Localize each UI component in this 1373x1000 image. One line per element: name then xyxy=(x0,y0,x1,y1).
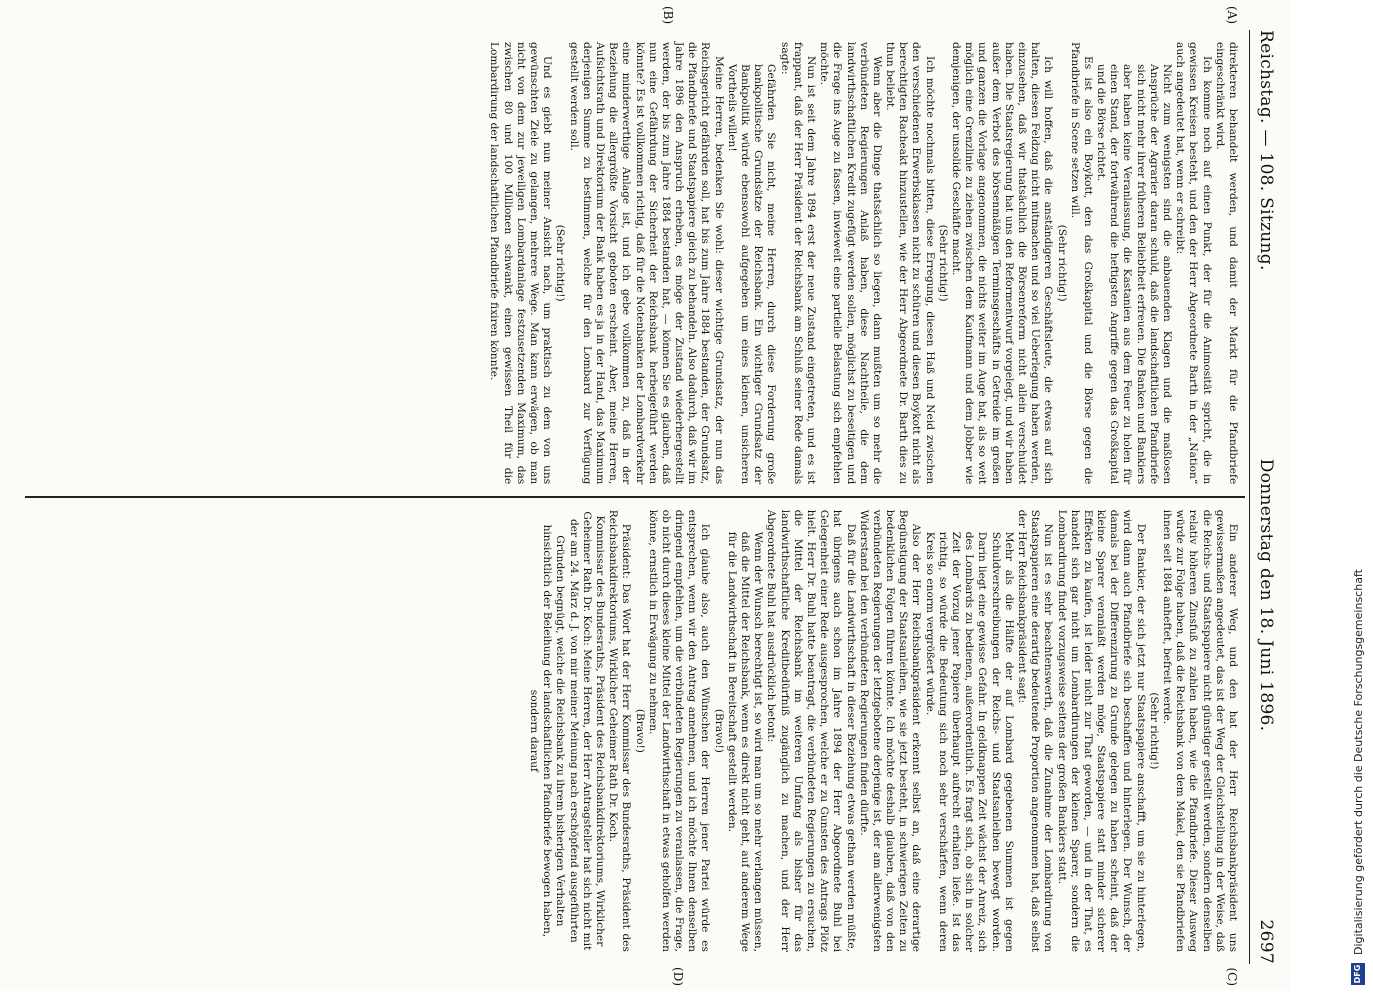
speaker-heading: Kommissar des Bundesraths, Präsident des Reichsbankdirektoriums, Wirklicher Geheimer Rath Dr. Koch: Meine Herren, der Herr Antragsteller hat sich nicht mit der am 24. März d. J. von mir meiner Meinung nach erschöpfend ausgeführten Gründen begnügt, welche die Reichsbank zu ihrem bisherigen Verhalten hinsichtlich der Beleihung der landschaftlichen Pfandbriefe bewogen haben, sondern darauf xyxy=(528,511,606,951)
paragraph: Ich will hoffen, daß die anständigeren Geschäftsleute, die etwas auf sich halten, diesen Feldzug nicht mitmachen und so viel Ueberlegung haben werden, einzusehen, daß wir thatsächlich die Börsenreform nicht allein verschuldet haben. Die Staatsregierung hat uns den Reformentwurf vorgelegt, und wir haben außer dem Verbot des börsenmäßigen Terminsgeschäfts in Getreide im großen und ganzen die Vorlage angenommen, die nichts weiter im Auge hat, als so weit möglich eine Grenzlinie zu ziehen zwischen dem Kaufmann und dem Jobber wie demjenigen, der unsolide Geschäfte macht. xyxy=(950,42,1055,485)
margin-marker-c: (C) xyxy=(1225,967,1239,986)
left-column xyxy=(25,30,1245,496)
quote: Gefährden Sie nicht, meine Herren, durch diese Forderung große bankpolitische Grundsätze der Reichsbank. Ein wichtiger Grundsatz der Bankpolitik würde ebensowohl aufgegeben um eines kleinen, unsicheren Vortheils willen! xyxy=(725,64,778,485)
quote: Mehr als die Hälfte der auf Lombard gegebenen Summen ist gegen Schuldverschreibungen der Reichs- und Staatsanleihen bewegt worden. Darin liegt eine gewisse Gefahr. In geldknappen Zeit wächst der Anreiz, sich des Lombards zu bedienen, außerordentlich. Es fragt sich, ob sich in solcher Zeit der Vorzug jener Papiere überhaupt aufrecht erhalten ließe. Ist das richtig, so würde die Bedeutung sich noch sehr verschärfen, wenn deren Kreis so enorm vergrößert würde. xyxy=(923,531,1015,952)
speaker-paragraph: Präsident: Das Wort hat der Herr Kommissar des Bundesraths, Präsident des Reichsbankdirektoriums, Wirklicher Geheimer Rath Dr. Koch. xyxy=(607,509,633,952)
margin-marker-b: (B) xyxy=(661,6,675,25)
footer-strip xyxy=(1320,0,1365,1000)
interjection: (Bravo!) xyxy=(712,708,725,753)
quote: Nicht zum wenigsten sind die anbauenden Klagen und die maßlosen Ansprüche der Agrarier daran schuld, daß die landschaftlichen Pfandbriefe sich nicht mehr ihrer früheren Beliebtheit erfreuen. Die Banken und Bankiers aber haben keine Veranlassung, die Kastanien aus dem Feuer zu holen für einen Stand, der fortwährend die heftigsten Angriffe gegen das Großkapital und die Börse richtet. xyxy=(1095,64,1174,485)
margin-marker-a: (A) xyxy=(1225,6,1239,25)
interjection: (Bravo!) xyxy=(633,708,646,753)
paragraph: Ein anderer Weg, und den hat der Herr Reichsbankpräsident uns gewissermaßen angedeutet, das ist der Weg der Gleichstellung in der Weise, daß die Reichs- und Staatspapiere nicht günstiger gestellt werden, sondern denselben relativ höheren Zinsfuß zu zahlen haben, wie die Pfandbriefe. Dieser Ausweg würde zur Folge haben, daß die Reichsbank von dem Makel, den sie Pfandbriefen ihnen seit 1884 anheftet, befreit werde. xyxy=(1161,509,1239,952)
paragraph: Ich möchte nochmals bitten, diese Erregung, diesen Haß und Neid zwischen den verschiedenen Erwerbsklassen nicht zu schüren und diesen Boykott nicht als berechtigten Racheakt hinzustellen, wie der Herr Abgeordnete Dr. Barth dies zu thun beliebt. xyxy=(884,42,936,485)
quote: Wenn der Wunsch berechtigt ist, so wird man um so mehr verlangen müssen, daß die Mittel der Reichsbank, wenn es direkt nicht geht, auf anderem Wege für die Landwirthschaft in Bereitschaft gestellt werden. xyxy=(725,531,765,952)
footer-credit: Digitalisierung gefördert durch die Deutsche Forschungsgemeinschaft xyxy=(1351,569,1365,955)
paragraph: Also der Herr Reichsbankpräsident erkennt selbst an, daß eine derartige Begünstigung der Staatsanleihen, wie sie jetzt besteht, in schwierigen Zeiten zu bedenklichen Folgen führen könnte. Ich möchte deshalb glauben, daß von den verbündeten Regierungen der letztgebotene derjenige ist, der am allerwenigsten Widerstand bei den verbündeten Regierungen finden dürfte. xyxy=(857,509,923,952)
interjection: (Sehr richtig!) xyxy=(1055,224,1068,302)
page-number: 2697 xyxy=(1256,919,1276,964)
paragraph: Ich komme noch auf einen Punkt, der für die Animosität spricht, die in gewissen Kreisen besteht, und den der Herr Abgeordnete Barth in der „Nation“ auch angedeutet hat, wenn er schreibt: xyxy=(1174,42,1213,485)
paragraph: Der Bankier, der sich jetzt nur Staatspapiere anschafft, um sie zu hinterlegen, wird dann auch Pfandbriefe sich beschaffen und hinterlegen. Der Wunsch, der damals bei der Differenzirung zu Grunde gelegen zu haben scheint, daß der kleine Sparer veranlaßt werden möge, Staatspapiere statt minder sicherer Effekten zu kaufen, ist leider nicht zur That geworden, — und in der That, es handelt sich gar nicht um Lombardirungen der kleinen Sparer, sondern die Lombardirung findet vorzugsweise seitens der großen Bankiers statt. xyxy=(1055,509,1147,952)
paragraph: Und es giebt nun meiner Ansicht nach, um praktisch zu dem von uns gewünschten Ziele zu gelangen, mehrere Wege. Man kann erwägen, ob man nicht von dem zur jeweiligen Lombardanlage festzusetzenden Maximum, das zwischen 80 und 100 Millionen schwankt, einen gewissen Theil für die Lombardirung der landschaftlichen Pfandbriefe fixiren könnte. xyxy=(488,42,554,485)
paragraph: Meine Herren, bedenken Sie wohl: dieser wichtige Grundsatz, der nun das Reichsgericht gefährden soll, hat bis zum Jahre 1884 bestanden, der Grundsatz, die Pfandbriefe und Staatspapiere gleich zu behandeln. Also dadurch, daß wir im Jahre 1896 den Anspruch erheben, es möge der Zustand wiederhergestellt werden, der bis zum Jahre 1884 bestanden hat, — können Sie es glauben, daß nun eine Gefährdung der Sicherheit der Reichsbank herbeigeführt werden könnte? Es ist vollkommen richtig, daß für die Notenbanken der Lombardverkehr eine minderwerthige Anlage ist, und ich gebe vollkommen zu, daß in der Beziehung die allergrößte Vorsicht geboten erscheint. Aber, meine Herren, Aufsichtsrath und Direktorium der Bank haben es ja in der Hand, das Maximum derjenigen Summe zu bestimmen, welche für den Lombard zur Verfügung gestellt werden soll. xyxy=(567,42,725,485)
header-left: Reichstag. — 108. Sitzung. xyxy=(1256,30,1276,271)
paragraph: Wenn aber die Dinge thatsächlich so liegen, dann mußten um so mehr die verbündeten Regierungen Anlaß haben, diese Nachtheile, die dem landwirthschaftlichen Kredit zugefügt werden sollen, möglichst zu beseitigen und die Frage ins Auge zu fassen, inwieweit eine partielle Belastung sich empfehlen möchte. xyxy=(818,42,883,485)
interjection: (Sehr richtig!) xyxy=(1147,692,1160,770)
paragraph: Nun ist seit dem Jahre 1894 erst der neue Zustand eingetreten, und es ist frappant, daß der Herr Präsident der Reichsbank am Schluß seiner Rede damals sagte: xyxy=(778,42,817,485)
paragraph: Nun ist es sehr beachtenswerth, daß die Zunahme der Lombardirung von Staatspapieren eine derartig bedeutende Proportion angenommen hat, daß selbst der Herr Reichsbankpräsident sagt: xyxy=(1016,509,1055,952)
paragraph: Es ist also ein Boykott, den das Großkapital und die Börse gegen die Pfandbriefe in Scene setzen will. xyxy=(1068,42,1094,485)
paragraph: direkteren behandelt werden, und damit der Markt für die Pfandbriefe eingeschränkt wird. xyxy=(1213,42,1239,485)
header-date: Donnerstag den 18. Juni 1896. xyxy=(1256,458,1276,732)
paragraph: Daß für die Landwirthschaft in dieser Beziehung etwas gethan werden müßte, hat übrigens auch schon im Jahre 1894 der Herr Abgeordnete Buhl bei Gelegenheit einer Rede ausgesprochen, welche er zu Gunsten des Antrags Plötz hielt. Herr Dr. Buhl hatte beantragt, die verbündeten Regierungen zu ersuchen, die Mittel der Reichsbank im weiteren Umfang als bisher für das landwirthschaftliche Kreditbedürfniß zugänglich zu machen, und der Herr Abgeordnete Buhl hat ausdrücklich betont: xyxy=(765,509,857,952)
right-column xyxy=(25,498,1245,964)
page-header xyxy=(1249,30,1276,964)
text-columns xyxy=(25,6,1245,986)
dfg-logo-icon: DFG xyxy=(1351,963,1365,985)
interjection: (Sehr richtig!) xyxy=(936,224,949,302)
interjection: (Sehr richtig!) xyxy=(554,224,567,302)
paragraph: Ich glaube also, auch den Wünschen der Herren jener Partei würde es entsprechen, wenn wir den Antrag annehmen, und ich möchte Ihnen denselben dringend empfehlen, um die verbündeten Regierungen zu veranlassen, die Frage, ob nicht durch dieses kleine Mittel der Landwirthschaft in etwas geholfen werden könne, ernstlich in Erwägung zu nehmen. xyxy=(646,509,712,952)
margin-marker-d: (D) xyxy=(671,967,685,986)
